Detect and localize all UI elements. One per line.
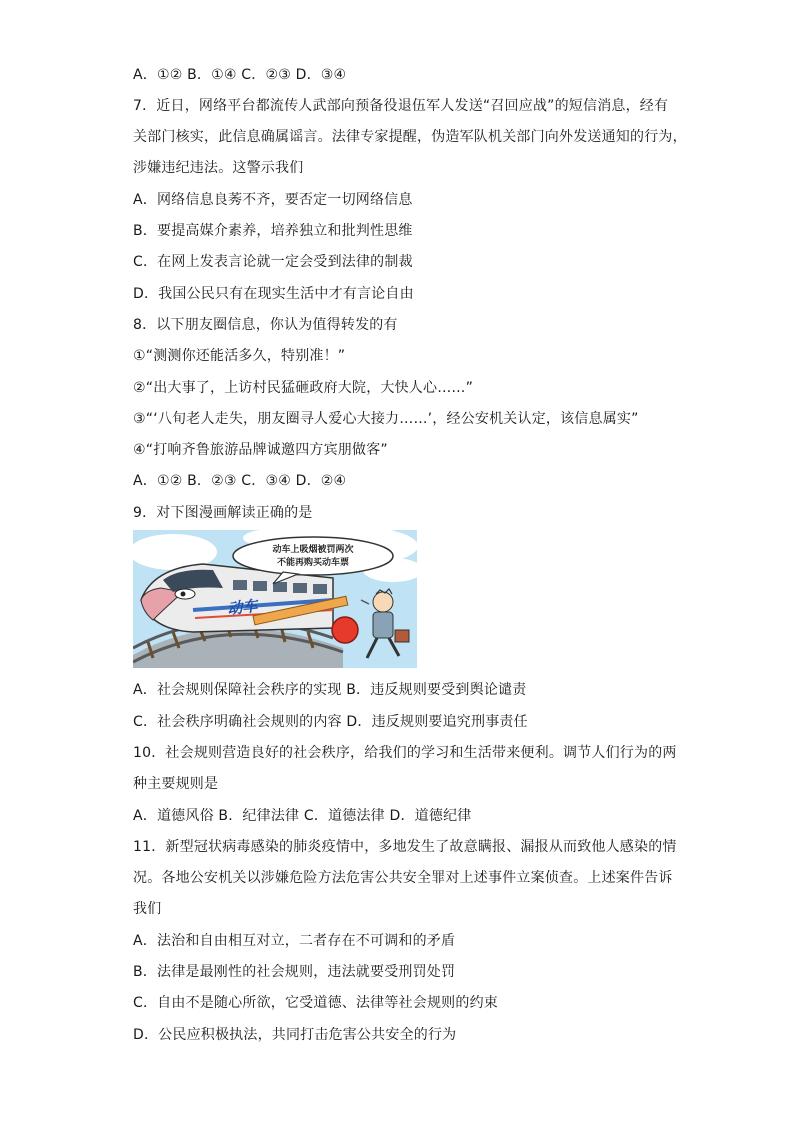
q8-stem: 8．以下朋友圈信息，你认为值得转发的有 — [133, 317, 398, 333]
train-smoking-cartoon — [133, 530, 417, 668]
q11-stem-line3: 我们 — [133, 901, 162, 917]
q11-option-c: C．自由不是随心所欲，它受道德、法律等社会规则的约束 — [133, 995, 498, 1011]
q8-item-4: ④“打响齐鲁旅游品牌诚邀四方宾朋做客” — [133, 442, 388, 458]
q11-option-a: A．法治和自由相互对立，二者存在不可调和的矛盾 — [133, 933, 456, 949]
q7-option-d: D．我国公民只有在现实生活中才有言论自由 — [133, 286, 414, 302]
q10-stem-line2: 种主要规则是 — [133, 776, 219, 792]
q9-stem: 9．对下图漫画解读正确的是 — [133, 505, 313, 521]
q9-options-cd: C．社会秩序明确社会规则的内容 D．违反规则要追究刑事责任 — [133, 714, 528, 730]
cartoon-train-label: 动车 — [226, 596, 259, 618]
q10-options: A．道德风俗 B．纪律法律 C．道德法律 D．道德纪律 — [133, 808, 472, 824]
q6-options: A．①② B．①④ C．②③ D．③④ — [133, 67, 347, 83]
q11-stem-line1: 11．新型冠状病毒感染的肺炎疫情中，多地发生了故意瞒报、漏报从而致他人感染的情 — [133, 839, 677, 855]
q8-options: A．①② B．②③ C．③④ D．②④ — [133, 473, 347, 489]
q11-option-d: D．公民应积极执法，共同打击危害公共安全的行为 — [133, 1027, 457, 1043]
q11-stem-line2: 况。各地公安机关以涉嫌危险方法危害公共安全罪对上述事件立案侦查。上述案件告诉 — [133, 870, 673, 886]
q8-item-2: ②“出大事了，上访村民猛砸政府大院，大快人心……” — [133, 380, 474, 396]
q11-option-b: B．法律是最刚性的社会规则，违法就要受刑罚处罚 — [133, 964, 456, 980]
q8-item-3: ③“‘八旬老人走失，朋友圈寻人爱心大接力……’，经公安机关认定，该信息属实” — [133, 411, 639, 427]
q7-option-a: A．网络信息良莠不齐，要否定一切网络信息 — [133, 192, 413, 208]
cartoon-bubble-line2: 不能再购买动车票 — [276, 558, 350, 568]
q7-stem-line1: 7．近日，网络平台都流传人武部向预备役退伍军人发送“召回应战”的短信消息，经有 — [133, 98, 669, 114]
q7-option-b: B．要提高媒介素养，培养独立和批判性思维 — [133, 223, 413, 239]
q7-stem-line2: 关部门核实，此信息确属谣言。法律专家提醒，伪造军队机关部门向外发送通知的行为， — [133, 129, 687, 145]
q8-item-1: ①“测测你还能活多久，特别准！” — [133, 348, 346, 364]
q9-options-ab: A．社会规则保障社会秩序的实现 B．违反规则要受到舆论谴责 — [133, 682, 527, 698]
q7-stem-line3: 涉嫌违纪违法。这警示我们 — [133, 160, 304, 176]
q10-stem-line1: 10．社会规则营造良好的社会秩序，给我们的学习和生活带来便利。调节人们行为的两 — [133, 745, 677, 761]
cartoon-bubble-line1: 动车上吸烟被罚两次 — [272, 545, 354, 555]
q7-option-c: C．在网上发表言论就一定会受到法律的制裁 — [133, 254, 413, 270]
